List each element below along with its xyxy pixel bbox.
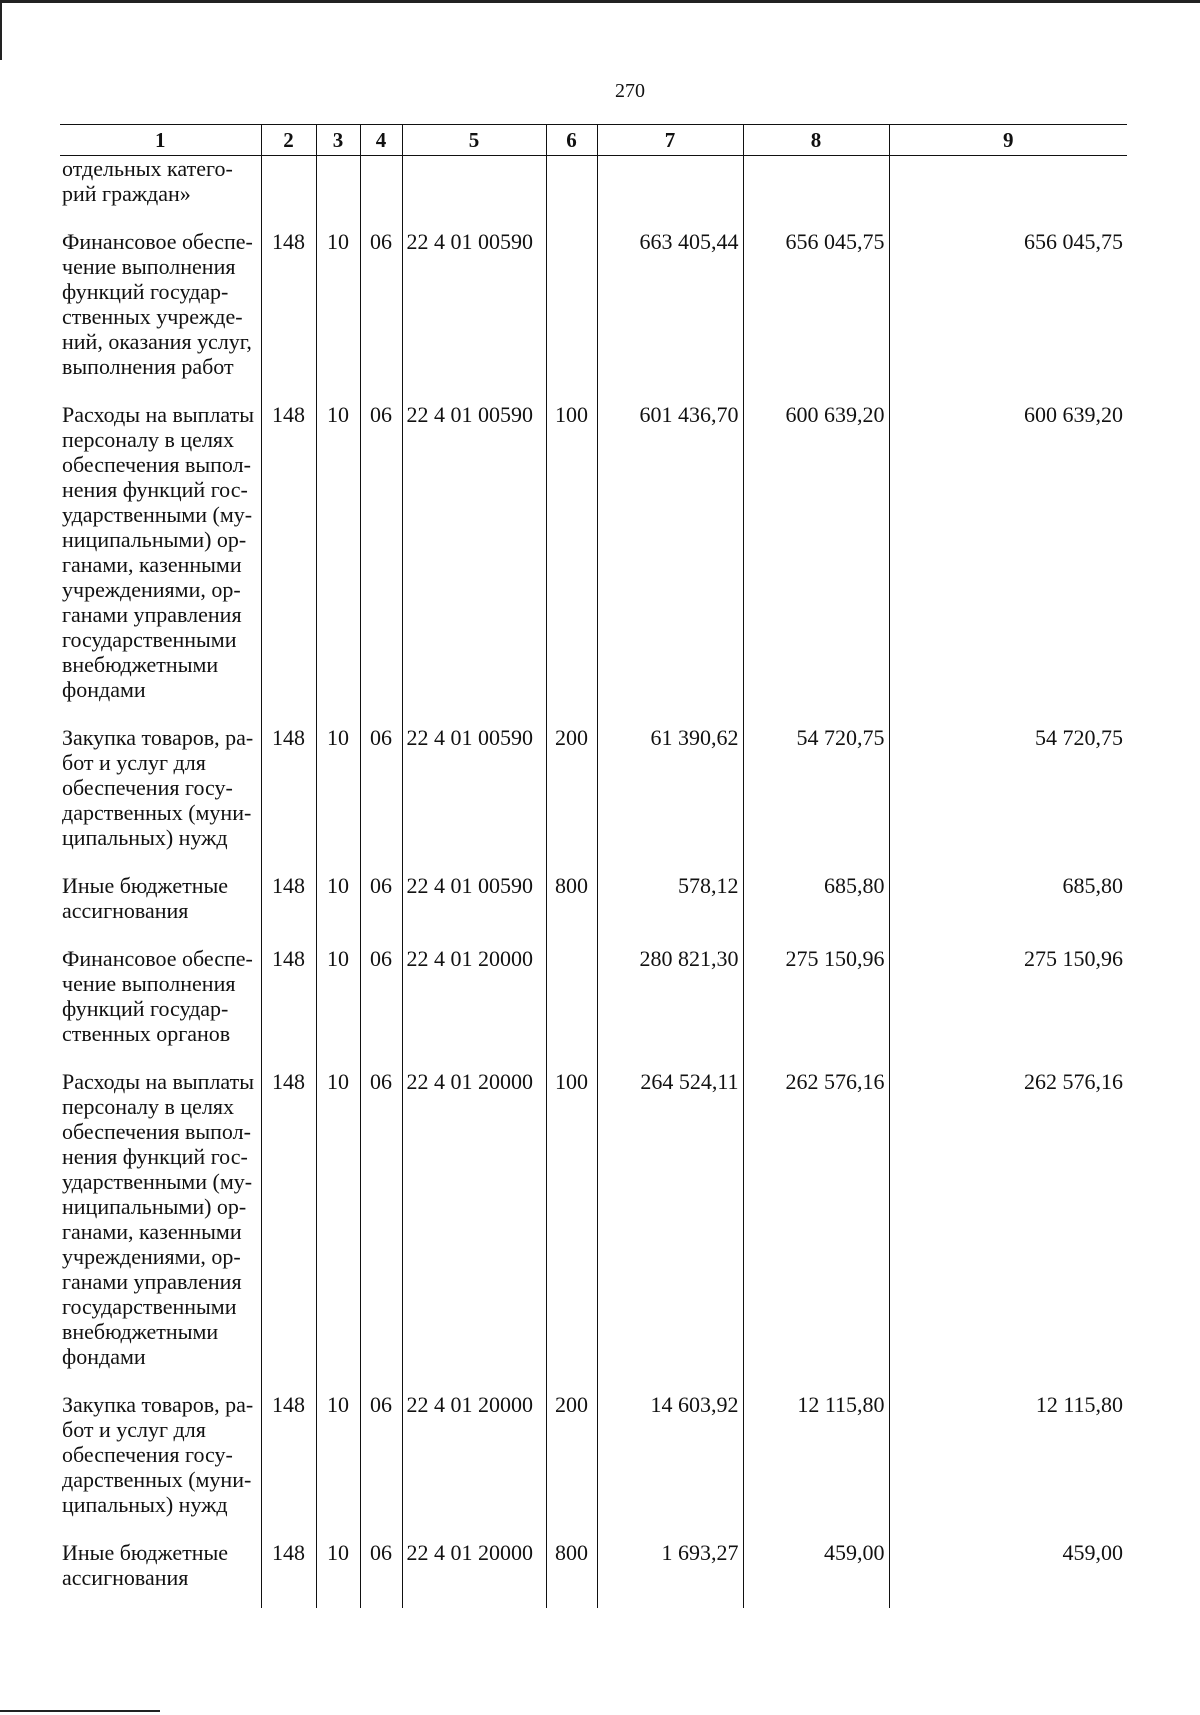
row-amount-9-cell: 459,00: [889, 1540, 1127, 1608]
row-code-4-cell: [360, 156, 402, 230]
table-row: [60, 402, 1127, 725]
row-name-cell: Закупка товаров, ра- бот и услуг для обеспечения госу- дарственных (муни- ципальных) нужд: [62, 725, 254, 850]
row-expense-type-cell: 100: [546, 1069, 597, 1392]
row-amount-8-cell: 600 639,20: [743, 402, 889, 725]
row-code-3-cell: 10: [316, 402, 360, 725]
row-amount-8-cell: [743, 156, 889, 230]
row-amount-7-cell: 601 436,70: [597, 402, 743, 725]
budget-table: [60, 124, 1127, 1608]
row-amount-9-cell: [889, 156, 1127, 230]
table-row: [60, 873, 1127, 946]
row-code-3-cell: 10: [316, 1069, 360, 1392]
header-col-5: 5: [402, 125, 546, 156]
row-code-2-cell: 148: [261, 1069, 316, 1392]
row-amount-9-cell: 685,80: [889, 873, 1127, 946]
row-code-4-cell: 06: [360, 946, 402, 1069]
row-target-article-cell: 22 4 01 00590: [402, 873, 546, 946]
row-name-cell: Финансовое обеспе- чение выполнения функций государ- ственных органов: [62, 946, 253, 1046]
row-amount-7-cell: 61 390,62: [597, 725, 743, 873]
row-amount-7-cell: 578,12: [597, 873, 743, 946]
row-amount-8-cell: 275 150,96: [743, 946, 889, 1069]
row-amount-8-cell: 262 576,16: [743, 1069, 889, 1392]
row-code-2-cell: 148: [261, 402, 316, 725]
row-amount-9-cell: 275 150,96: [889, 946, 1127, 1069]
header-col-4: 4: [360, 125, 402, 156]
row-code-4-cell: 06: [360, 725, 402, 873]
row-target-article-cell: [402, 156, 546, 230]
table-row: [60, 946, 1127, 1069]
header-col-2: 2: [261, 125, 316, 156]
row-name-cell: Финансовое обеспе- чение выполнения функций государ- ственных учрежде- ний, оказания услуг, выполнения работ: [62, 229, 253, 379]
row-code-3-cell: 10: [316, 1540, 360, 1608]
row-name-cell: Расходы на выплаты персоналу в целях обеспечения выпол- нения функций гос- ударственными (му- ниципальными) ор- ганами, казенными учреждениями, ор- ганами управления государственными внебюджетными фондами: [62, 402, 255, 702]
row-amount-9-cell: 656 045,75: [889, 229, 1127, 402]
row-code-3-cell: 10: [316, 946, 360, 1069]
row-expense-type-cell: 800: [546, 873, 597, 946]
page-border-left: [0, 0, 2, 60]
row-name-cell: Расходы на выплаты персоналу в целях обеспечения выпол- нения функций гос- ударственными (му- ниципальными) ор- ганами, казенными учреждениями, ор- ганами управления государственными внебюджетными фондами: [62, 1069, 255, 1369]
header-col-8: 8: [743, 125, 889, 156]
table-row: [60, 1392, 1127, 1540]
row-amount-7-cell: [597, 156, 743, 230]
row-code-4-cell: 06: [360, 1069, 402, 1392]
row-amount-8-cell: 54 720,75: [743, 725, 889, 873]
page-border-bottom: [0, 1710, 160, 1712]
table-row: [60, 156, 1127, 230]
row-amount-7-cell: 280 821,30: [597, 946, 743, 1069]
row-code-4-cell: 06: [360, 229, 402, 402]
row-code-3-cell: 10: [316, 873, 360, 946]
row-target-article-cell: 22 4 01 20000: [402, 1540, 546, 1608]
row-code-2-cell: 148: [261, 1540, 316, 1608]
row-code-2-cell: [261, 156, 316, 230]
row-expense-type-cell: 800: [546, 1540, 597, 1608]
row-target-article-cell: 22 4 01 00590: [402, 725, 546, 873]
row-amount-9-cell: 54 720,75: [889, 725, 1127, 873]
row-code-4-cell: 06: [360, 402, 402, 725]
header-col-9: 9: [889, 125, 1127, 156]
row-amount-7-cell: 264 524,11: [597, 1069, 743, 1392]
row-amount-9-cell: 600 639,20: [889, 402, 1127, 725]
page-number: 270: [615, 80, 645, 102]
row-amount-8-cell: 656 045,75: [743, 229, 889, 402]
row-expense-type-cell: 200: [546, 725, 597, 873]
header-row: [60, 125, 1127, 156]
row-name-cell: отдельных катего- рий граждан»: [62, 156, 233, 206]
header-col-1: 1: [60, 125, 261, 156]
row-code-2-cell: 148: [261, 229, 316, 402]
row-target-article-cell: 22 4 01 00590: [402, 229, 546, 402]
table-row: [60, 1540, 1127, 1608]
row-amount-8-cell: 685,80: [743, 873, 889, 946]
row-name-cell: Иные бюджетные ассигнования: [62, 1540, 229, 1590]
row-amount-8-cell: 459,00: [743, 1540, 889, 1608]
row-code-2-cell: 148: [261, 725, 316, 873]
table-row: [60, 229, 1127, 402]
row-target-article-cell: 22 4 01 20000: [402, 1069, 546, 1392]
row-target-article-cell: 22 4 01 20000: [402, 1392, 546, 1540]
table-row: [60, 725, 1127, 873]
row-code-4-cell: 06: [360, 1540, 402, 1608]
row-code-4-cell: 06: [360, 1392, 402, 1540]
row-code-2-cell: 148: [261, 946, 316, 1069]
page-border-top: [0, 0, 1200, 3]
row-expense-type-cell: 100: [546, 402, 597, 725]
row-code-4-cell: 06: [360, 873, 402, 946]
row-name-cell: Закупка товаров, ра- бот и услуг для обеспечения госу- дарственных (муни- ципальных) нужд: [62, 1392, 254, 1517]
row-amount-7-cell: 663 405,44: [597, 229, 743, 402]
row-expense-type-cell: [546, 946, 597, 1069]
row-expense-type-cell: [546, 156, 597, 230]
row-target-article-cell: 22 4 01 00590: [402, 402, 546, 725]
row-code-2-cell: 148: [261, 873, 316, 946]
row-code-3-cell: 10: [316, 1392, 360, 1540]
header-col-3: 3: [316, 125, 360, 156]
row-amount-9-cell: 12 115,80: [889, 1392, 1127, 1540]
header-col-7: 7: [597, 125, 743, 156]
row-code-3-cell: 10: [316, 725, 360, 873]
row-name-cell: Иные бюджетные ассигнования: [62, 873, 229, 923]
table-row: [60, 1069, 1127, 1392]
header-col-6: 6: [546, 125, 597, 156]
row-code-3-cell: [316, 156, 360, 230]
row-target-article-cell: 22 4 01 20000: [402, 946, 546, 1069]
row-expense-type-cell: [546, 229, 597, 402]
row-amount-7-cell: 14 603,92: [597, 1392, 743, 1540]
row-amount-8-cell: 12 115,80: [743, 1392, 889, 1540]
row-amount-7-cell: 1 693,27: [597, 1540, 743, 1608]
row-expense-type-cell: 200: [546, 1392, 597, 1540]
row-code-3-cell: 10: [316, 229, 360, 402]
row-code-2-cell: 148: [261, 1392, 316, 1540]
row-amount-9-cell: 262 576,16: [889, 1069, 1127, 1392]
table-body: [60, 156, 1127, 1609]
